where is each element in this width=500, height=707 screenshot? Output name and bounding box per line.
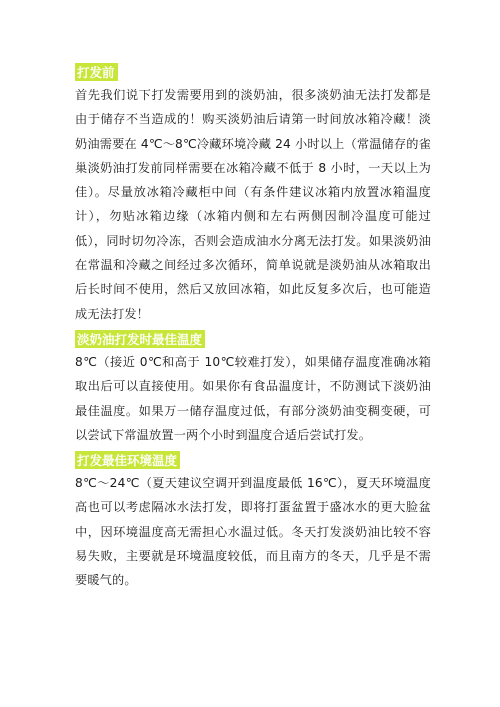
- section-heading: 打发前: [75, 63, 118, 81]
- document-page: [75, 62, 431, 596]
- section-best-cream-temperature: [75, 329, 431, 447]
- section-before-whipping: [75, 62, 431, 326]
- section-body: 首先我们说下打发需要用到的淡奶油，很多淡奶油无法打发都是由于储存不当造成的！购买淡奶油后请第一时间放冰箱冷藏！淡奶油需要在 4℃～8℃冷藏环境冷藏 24 小时以上（常温储存的雀巢淡奶油打发前同样需要在冰箱冷藏不低于 8 小时，一天以上为佳）。尽量放冰箱冷藏柜中间（有条件建议冰箱内放置冰箱温度计），勿贴冰箱边缘（冰箱内侧和左右两侧因制冷温度可能过低），同时切勿冷冻，否则会造成油水分离无法打发。如果淡奶油在常温和冷藏之间经过多次循环，简单说就是淡奶油从冰箱取出后长时间不使用，然后又放回冰箱，如此反复多次后，也可能造成无法打发！: [75, 88, 431, 321]
- section-heading: 打发最佳环境温度: [75, 451, 180, 469]
- section-body: 8℃（接近 0℃和高于 10℃较难打发），如果储存温度准确冰箱取出后可以直接使用。如果你有食品温度计，不防测试下淡奶油最佳温度。如果万一储存温度过低，有部分淡奶油变稠变硬，可以尝试下常温放置一两个小时到温度合适后尝试打发。: [75, 354, 431, 442]
- section-body: 8℃～24℃（夏天建议空调开到温度最低 16℃），夏天环境温度高也可以考虑隔冰水法打发，即将打蛋盆置于盛冰水的更大脸盆中，因环境温度高无需担心水温过低。冬天打发淡奶油比较不容易失败，主要就是环境温度较低，而且南方的冬天，几乎是不需要暖气的。: [75, 476, 431, 588]
- section-best-environment-temperature: [75, 450, 431, 592]
- section-heading: 淡奶油打发时最佳温度: [75, 330, 205, 348]
